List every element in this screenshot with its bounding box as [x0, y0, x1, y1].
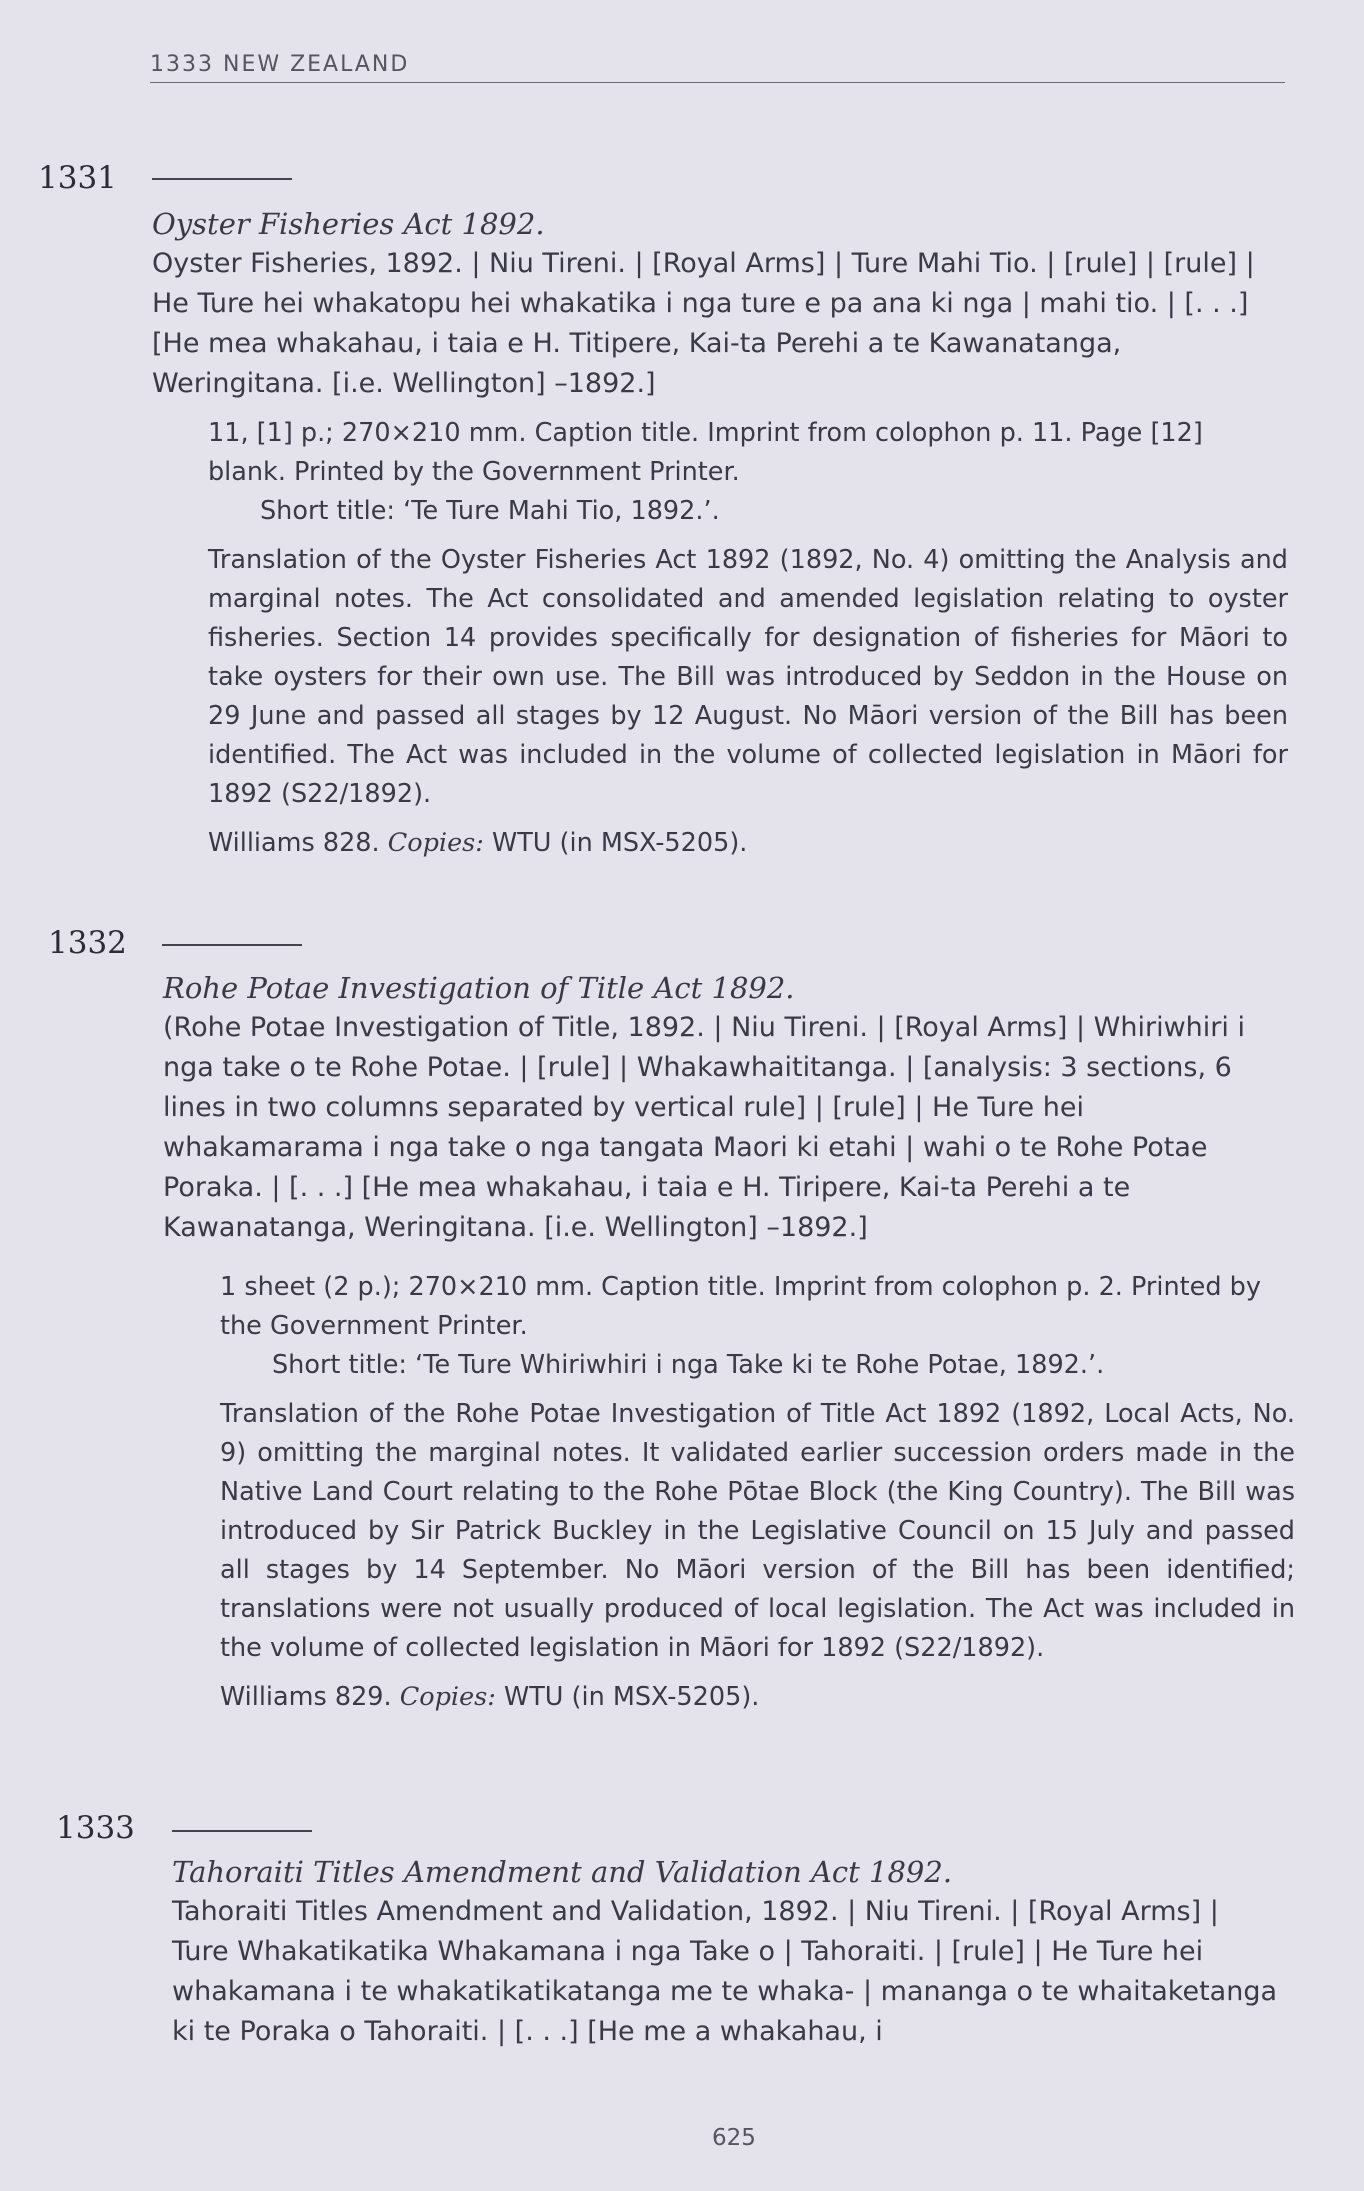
entry-reference: Williams 829.	[220, 1682, 392, 1712]
running-head: 1333 NEW ZEALAND	[150, 52, 410, 77]
entry-collation: 1 sheet (2 p.); 270×210 mm. Caption title. Imprint from colophon p. 2. Printed by the Government Printer.	[220, 1272, 1261, 1341]
entry-rule	[162, 944, 302, 946]
entry-number: 1331	[38, 160, 117, 196]
entry-body	[172, 1852, 1280, 2052]
entry-transcription: Oyster Fisheries, 1892. | Niu Tireni. | [Royal Arms] | Ture Mahi Tio. | [rule] | [rule] | He Ture hei whakatopu hei whakatika i nga ture e pa ana ki nga | mahi tio. | [. . .] [He mea whakahau, i taia e H. Titipere, Kai-ta Perehi a te Kawanatanga, Weringitana. [i.e. Wellington] –1892.]	[152, 248, 1255, 399]
entry-title: Oyster Fisheries Act 1892.	[152, 207, 545, 241]
entry-rule	[152, 178, 292, 180]
entry-copies: WTU (in MSX-5205).	[503, 1682, 760, 1712]
entry-short-title: Short title: ‘Te Ture Mahi Tio, 1892.’.	[260, 496, 720, 526]
entry-reference: Williams 828.	[208, 828, 380, 858]
copies-label: Copies:	[399, 1682, 496, 1712]
entry-reference-line	[220, 1678, 1295, 1717]
entry-title: Tahoraiti Titles Amendment and Validation Act 1892.	[172, 1855, 953, 1889]
entry-short-title: Short title: ‘Te Ture Whiriwhiri i nga Take ki te Rohe Potae, 1892.’.	[272, 1350, 1105, 1380]
entry-number: 1332	[48, 925, 127, 961]
page-number: 625	[712, 2125, 756, 2151]
entry-annotation: Translation of the Oyster Fisheries Act 1892 (1892, No. 4) omitting the Analysis and marginal notes. The Act consolidated and amended legislation relating to oyster fisheries. Section 14 provides specifically for designation of fisheries for Māori to take oysters for their own use. The Bill was introduced by Seddon in the House on 29 June and passed all stages by 12 August. No Māori version of the Bill has been identified. The Act was included in the volume of collected legislation in Māori for 1892 (S22/1892).	[208, 545, 1288, 809]
entry-description	[208, 414, 1288, 863]
entry-body	[163, 968, 1283, 1248]
entry-annotation: Translation of the Rohe Potae Investigation of Title Act 1892 (1892, Local Acts, No. 9) omitting the marginal notes. It validated earlier succession orders made in the Native Land Court relating to the Rohe Pōtae Block (the King Country). The Bill was introduced by Sir Patrick Buckley in the Legislative Council on 15 July and passed all stages by 14 September. No Māori version of the Bill has been identified; translations were not usually produced of local legislation. The Act was included in the volume of collected legislation in Māori for 1892 (S22/1892).	[220, 1399, 1295, 1663]
entry-number: 1333	[56, 1810, 135, 1846]
entry-transcription: (Rohe Potae Investigation of Title, 1892. | Niu Tireni. | [Royal Arms] | Whiriwhiri i nga take o te Rohe Potae. | [rule] | Whakawhaititanga. | [analysis: 3 sections, 6 lines in two columns separated by vertical rule] | [rule] | He Ture hei whakamarama i nga take o nga tangata Maori ki etahi | wahi o te Rohe Potae Poraka. | [. . .] [He mea whakahau, i taia e H. Tiripere, Kai-ta Perehi a te Kawanatanga, Weringitana. [i.e. Wellington] –1892.]	[163, 1012, 1245, 1243]
entry-copies: WTU (in MSX-5205).	[491, 828, 748, 858]
entry-transcription: Tahoraiti Titles Amendment and Validation, 1892. | Niu Tireni. | [Royal Arms] | Ture Whakatikatika Whakamana i nga Take o | Tahoraiti. | [rule] | He Ture hei whakamana i te whakatikatikatanga me te whaka- | mananga o te whaitaketanga ki te Poraka o Tahoraiti. | [. . .] [He me a whakahau, i	[172, 1896, 1278, 2047]
entry-description	[220, 1268, 1295, 1717]
entry-rule	[172, 1830, 312, 1832]
header-rule	[150, 82, 1285, 83]
copies-label: Copies:	[387, 828, 484, 858]
entry-title: Rohe Potae Investigation of Title Act 1892.	[163, 971, 795, 1005]
entry-reference-line	[208, 824, 1288, 863]
entry-collation: 11, [1] p.; 270×210 mm. Caption title. Imprint from colophon p. 11. Page [12] blank. Printed by the Government Printer.	[208, 418, 1203, 487]
entry-body	[152, 204, 1277, 404]
